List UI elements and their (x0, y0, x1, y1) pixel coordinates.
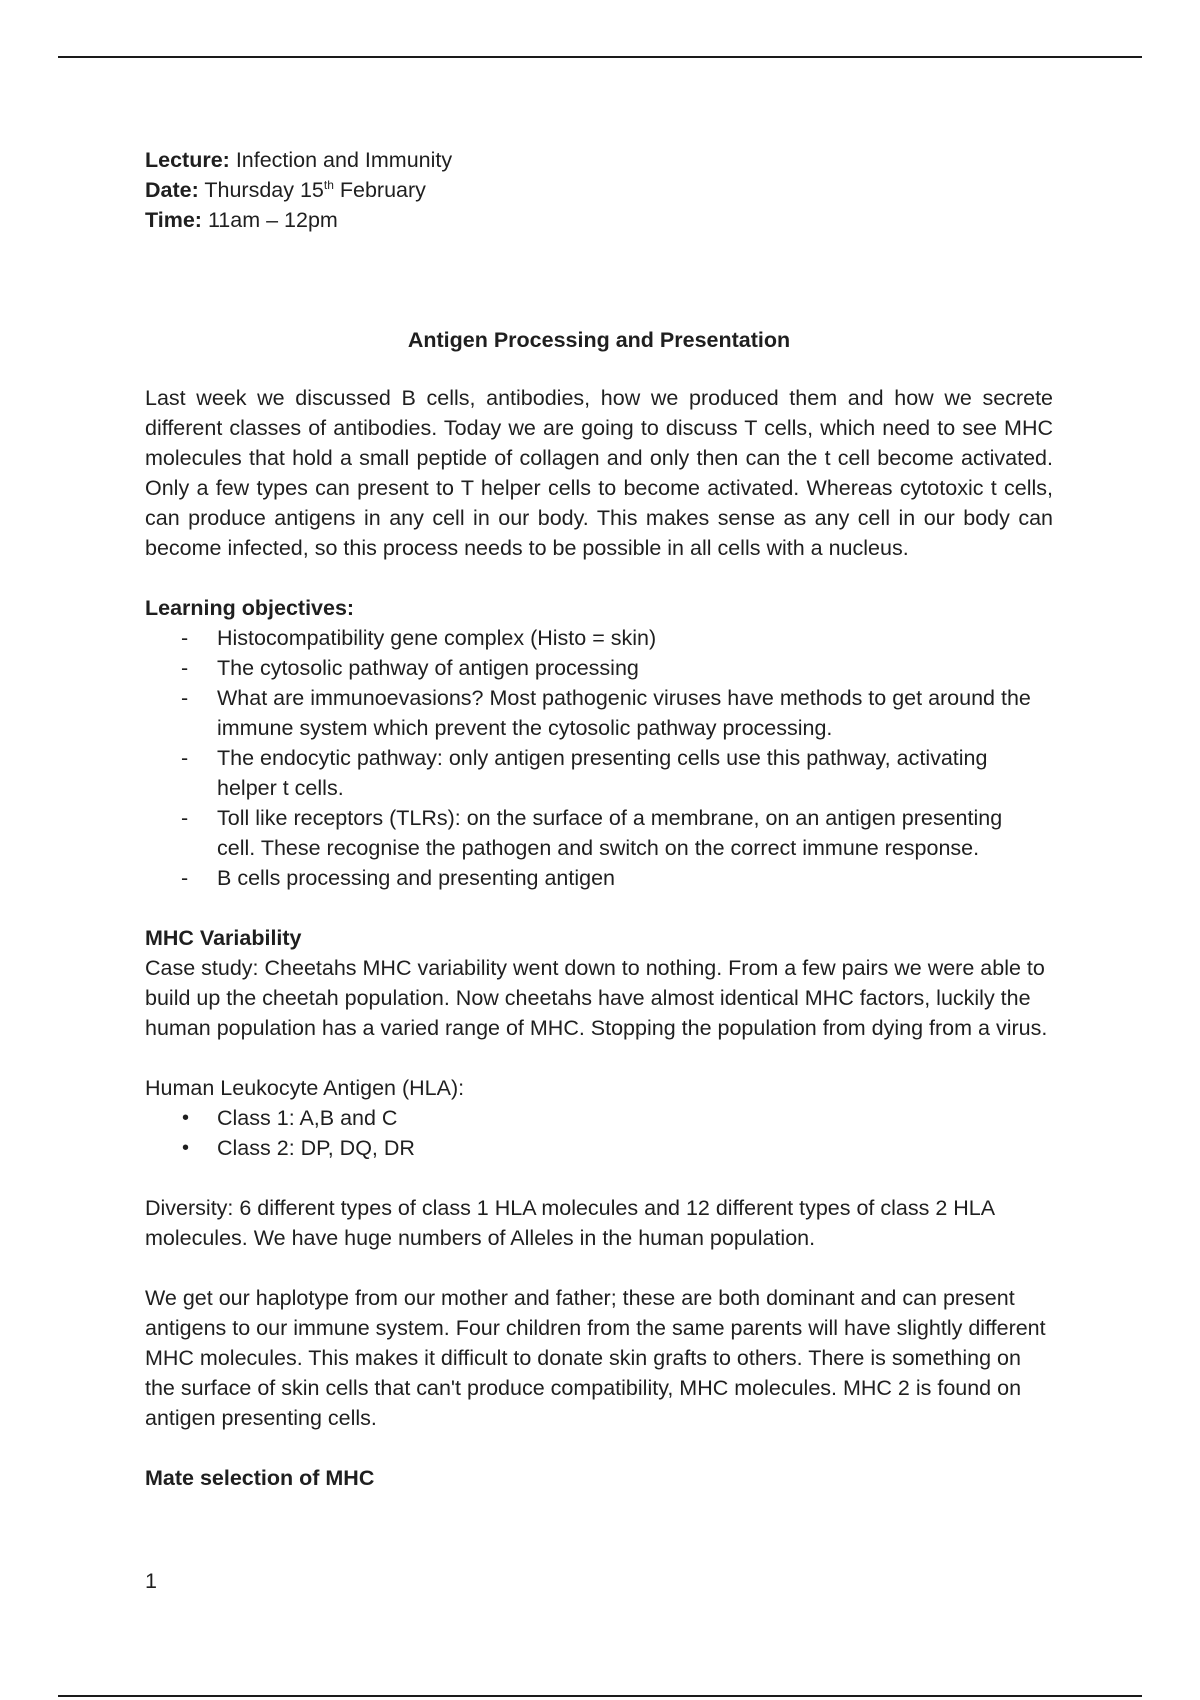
diversity-paragraph: Diversity: 6 different types of class 1 HLA molecules and 12 different types of class 2 HLA molecules. We have huge numbers of Alleles in the human population. (145, 1196, 994, 1250)
hla-heading: Human Leukocyte Antigen (HLA): (145, 1076, 465, 1100)
header-rule (58, 56, 1142, 58)
time-value: 11am – 12pm (207, 208, 338, 232)
date-ordinal: th (323, 177, 334, 192)
case-study-paragraph: Case study: Cheetahs MHC variability went down to nothing. From a few pairs we were able to build up the cheetah population. Now cheetahs have almost identical MHC factors, luckily the human population has a varied range of MHC. Stopping the population from dying from a virus. (145, 956, 1048, 1040)
mhc-heading: MHC Variability (145, 926, 302, 950)
list-item: • Class 2: DP, DQ, DR (145, 1133, 1053, 1163)
time-label: Time: (145, 208, 202, 232)
list-item: - The endocytic pathway: only antigen presenting cells use this pathway, activating helper t cells. (145, 743, 1053, 803)
document-title: Antigen Processing and Presentation (407, 328, 791, 352)
list-item: - What are immunoevasions? Most pathogenic viruses have methods to get around the immune system which prevent the cytosolic pathway processing. (145, 683, 1053, 743)
list-item: - The cytosolic pathway of antigen processing (145, 653, 1053, 683)
time-line (145, 205, 1053, 235)
date-day: Thursday 15 (204, 178, 324, 202)
list-item: - B cells processing and presenting antigen (145, 863, 1053, 893)
lecture-label: Lecture: (145, 148, 230, 172)
objectives-list (145, 623, 1053, 893)
lecture-line (145, 145, 1053, 175)
page-number: 1 (145, 1569, 157, 1593)
date-value (204, 178, 426, 202)
date-month: February (339, 178, 426, 202)
mate-selection-heading: Mate selection of MHC (145, 1466, 375, 1490)
intro-paragraph: Last week we discussed B cells, antibodies, how we produced them and how we secrete different classes of antibodies. Today we are going to discuss T cells, which need to see MHC molecules that hold a small peptide of collagen and only then can the t cell become activated. Only a few types can present to T helper cells to become activated. Whereas cytotoxic t cells, can produce antigens in any cell in our body. This makes sense as any cell in our body can become infected, so this process needs to be possible in all cells with a nucleus. (145, 386, 1053, 560)
objectives-heading: Learning objectives: (145, 596, 355, 620)
haplotype-paragraph: We get our haplotype from our mother and father; these are both dominant and can present antigens to our immune system. Four children from the same parents will have slightly different MHC molecules. This makes it difficult to donate skin grafts to others. There is something on the surface of skin cells that can't produce compatibility, MHC molecules. MHC 2 is found on antigen presenting cells. (145, 1286, 1046, 1430)
footer-rule (58, 1695, 1142, 1697)
hla-list (145, 1103, 1053, 1163)
list-item: • Class 1: A,B and C (145, 1103, 1053, 1133)
date-label: Date: (145, 178, 199, 202)
list-item: - Toll like receptors (TLRs): on the surface of a membrane, on an antigen presenting cell. These recognise the pathogen and switch on the correct immune response. (145, 803, 1053, 863)
lecture-value: Infection and Immunity (235, 148, 453, 172)
date-line (145, 175, 1053, 205)
document-page (145, 145, 1053, 1493)
list-item: - Histocompatibility gene complex (Histo = skin) (145, 623, 1053, 653)
